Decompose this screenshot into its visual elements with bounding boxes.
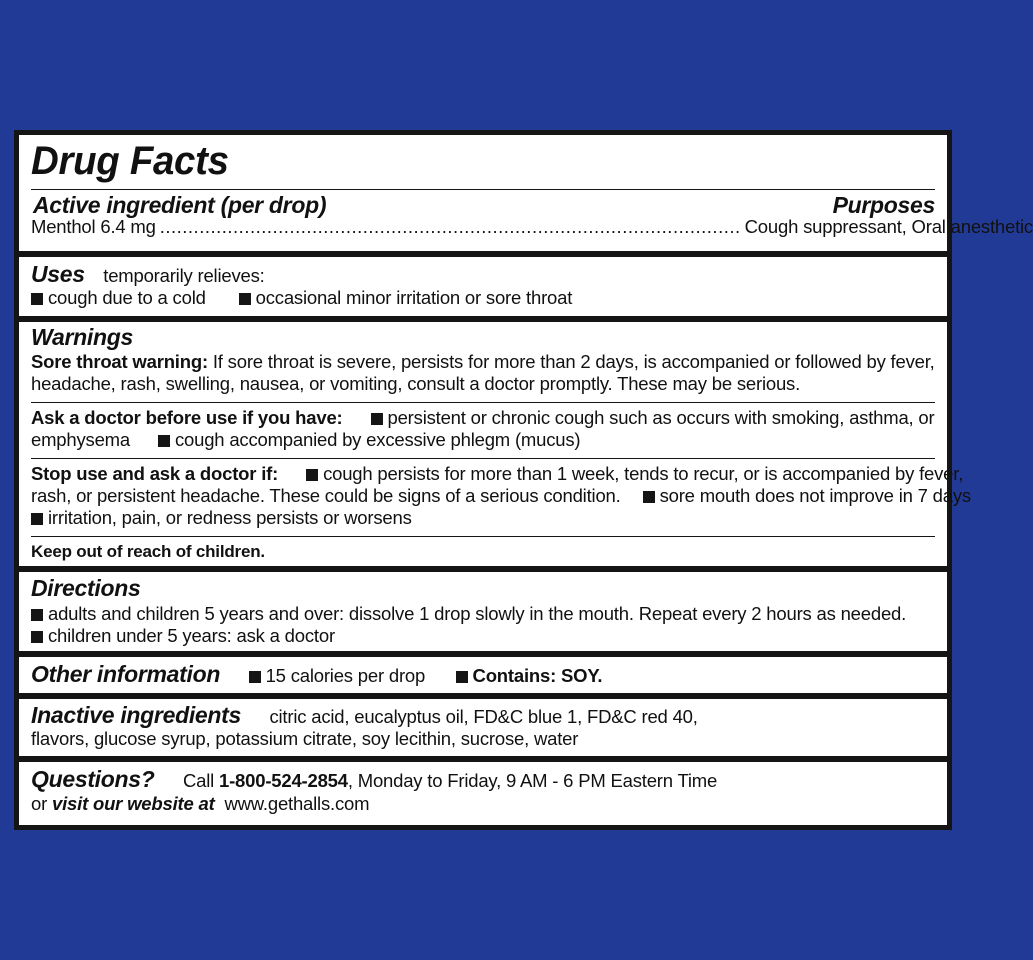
inactive-ingredients-heading: Inactive ingredients [31, 702, 242, 728]
bullet-icon [249, 671, 261, 683]
warnings-section [19, 323, 971, 567]
bullet-icon [158, 435, 170, 447]
keep-out-of-reach: Keep out of reach of children. [31, 542, 265, 561]
bullet-icon [456, 671, 468, 683]
questions-website-line [31, 793, 935, 815]
questions-call-line [183, 770, 717, 791]
other-info-allergen: Contains: SOY. [472, 665, 603, 686]
directions-text: adults and children 5 years and over: dissolve 1 drop slowly in the mouth. Repeat every 2 hours as needed. [48, 603, 907, 624]
bullet-icon [371, 413, 383, 425]
sore-throat-text-2: headache, rash, swelling, nausea, or vomiting, consult a doctor promptly. These may be serious. [31, 373, 801, 394]
ask-doctor-line-2 [31, 429, 935, 451]
uses-item: cough due to a cold [48, 287, 206, 308]
stop-use-item: sore mouth does not improve in 7 days [659, 485, 971, 506]
stop-use-line-3 [31, 507, 935, 529]
ask-doctor-item: persistent or chronic cough such as occurs with smoking, asthma, or [387, 407, 935, 428]
uses-intro: temporarily relieves: [103, 265, 265, 286]
leader-dots: ....................................................................................................... [159, 216, 741, 237]
directions-item [31, 625, 935, 647]
inactive-ingredients-section [19, 700, 947, 756]
questions-section [19, 763, 947, 825]
or-label: or [31, 793, 48, 814]
directions-text: children under 5 years: ask a doctor [48, 625, 335, 646]
ask-doctor-warning [31, 407, 935, 429]
other-information-heading: Other information [31, 661, 221, 687]
purposes-heading: Purposes [832, 192, 935, 218]
uses-section [19, 259, 947, 315]
active-ingredient-row [31, 216, 1033, 238]
stop-use-item: irritation, pain, or redness persists or worsens [48, 507, 412, 528]
directions-item [31, 603, 935, 625]
stop-use-line-2 [31, 485, 971, 507]
bullet-icon [31, 609, 43, 621]
call-label: Call [182, 770, 215, 791]
bullet-icon [306, 469, 318, 481]
drug-facts-title: Drug Facts [31, 139, 229, 183]
stop-use-warning [31, 463, 964, 485]
ingredient-name: Menthol 6.4 mg [31, 216, 156, 237]
questions-heading: Questions? [31, 766, 155, 792]
uses-items [31, 287, 935, 309]
bullet-icon [643, 491, 655, 503]
phone-number[interactable]: 1-800-524-2854 [219, 770, 348, 791]
ask-doctor-item-cont: emphysema [31, 429, 130, 450]
warnings-heading: Warnings [31, 324, 133, 350]
stop-use-label: Stop use and ask a doctor if: [31, 463, 279, 484]
bullet-icon [31, 631, 43, 643]
contact-hours: , Monday to Friday, 9 AM - 6 PM Eastern Time [347, 770, 718, 791]
sore-throat-label: Sore throat warning: [31, 351, 208, 372]
inactive-ingredients-text: citric acid, eucalyptus oil, FD&C blue 1, FD&C red 40, [269, 706, 698, 727]
drug-facts-panel [14, 130, 1033, 830]
ask-doctor-label: Ask a doctor before use if you have: [31, 407, 343, 428]
visit-label: visit our website at [52, 793, 215, 814]
ask-doctor-item: cough accompanied by excessive phlegm (mucus) [174, 429, 581, 450]
bullet-icon [31, 513, 43, 525]
directions-section [19, 573, 947, 649]
active-ingredient-heading: Active ingredient (per drop) [33, 192, 327, 218]
active-ingredient-section [19, 135, 1033, 245]
uses-heading: Uses [31, 261, 85, 287]
stop-use-item: cough persists for more than 1 week, tends to recur, or is accompanied by fever, [323, 463, 964, 484]
ingredient-purpose: Cough suppressant, Oral anesthetic [744, 216, 1033, 237]
uses-item: occasional minor irritation or sore throat [255, 287, 573, 308]
stop-use-item-cont: rash, or persistent headache. These could be signs of a serious condition. [31, 485, 621, 506]
inactive-ingredients-text-2: flavors, glucose syrup, potassium citrate, soy lecithin, sucrose, water [31, 728, 579, 749]
other-info-item: 15 calories per drop [265, 665, 426, 686]
bullet-icon [31, 293, 43, 305]
website-link[interactable]: www.gethalls.com [224, 793, 370, 814]
directions-heading: Directions [31, 575, 141, 601]
sore-throat-warning [31, 351, 935, 373]
sore-throat-text: If sore throat is severe, persists for more than 2 days, is accompanied or followed by fever, [212, 351, 935, 372]
bullet-icon [239, 293, 251, 305]
other-information-section [19, 658, 947, 692]
